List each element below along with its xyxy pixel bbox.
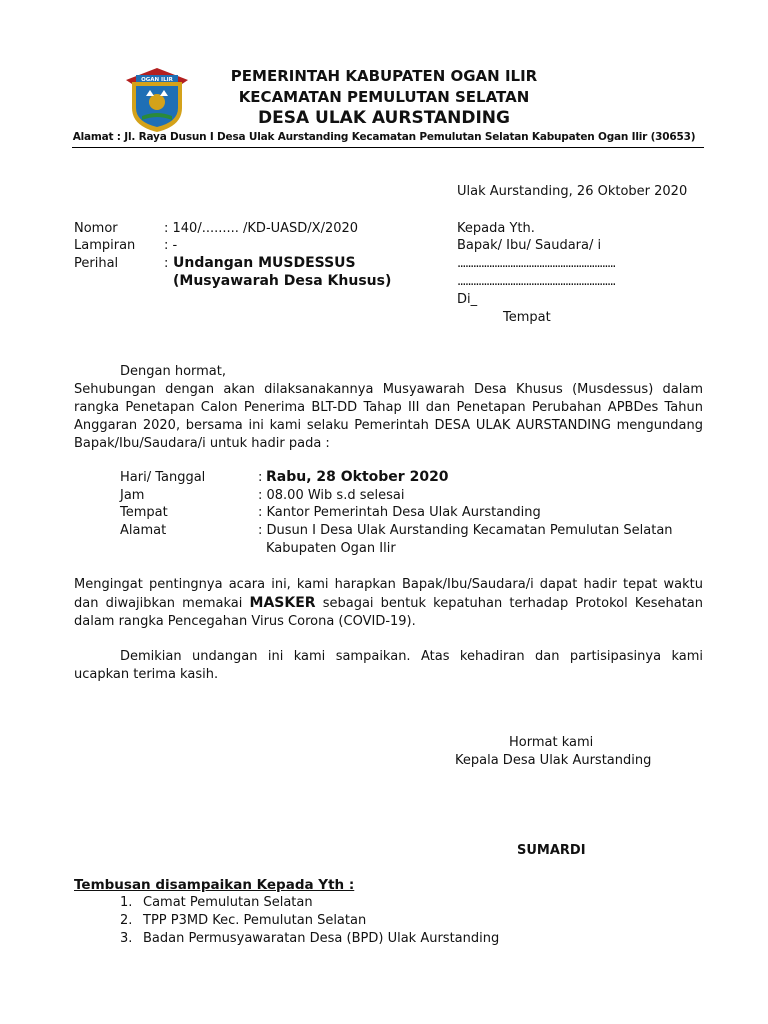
header-government: PEMERINTAH KABUPATEN OGAN ILIR <box>230 67 538 85</box>
nomor-label: Nomor <box>74 221 118 236</box>
perihal-colon: : <box>164 256 169 271</box>
detail-address-value-cont: Kabupaten Ogan Ilir <box>266 541 396 556</box>
perihal-label: Perihal <box>74 256 119 271</box>
detail-day-label: Hari/ Tanggal <box>120 470 206 485</box>
detail-place-value: : Kantor Pemerintah Desa Ulak Aurstanding <box>258 505 541 520</box>
paragraph-intro-text: Sehubungan dengan akan dilaksanakannya Musyawarah Desa Khusus (Musdessus) dalam rangka Penetapan Calon Penerima BLT-DD Tahap III dan Penetapan Perubahan APBDes Tahun Anggaran 2020, bersama ini kami selaku Pemerintah DESA ULAK AURSTANDING mengundang Bapak/Ibu/Saudara/i untuk hadir pada : <box>74 382 703 451</box>
signature-name: SUMARDI <box>517 843 586 858</box>
signature-closing: Hormat kami <box>509 735 594 750</box>
recipient-to: Kepada Yth. <box>457 221 535 236</box>
cc-item-num: 3. <box>120 931 133 946</box>
detail-time-label: Jam <box>120 488 145 503</box>
letter-date: Ulak Aurstanding, 26 Oktober 2020 <box>457 184 688 199</box>
paragraph-mask-text-a: Mengingat pentingnya acara ini, kami harapkan Bapak/Ibu/Saudara/i dapat hadir tepat waktu dan diwajibkan memakai <box>74 577 703 611</box>
cc-item: TPP P3MD Kec. Pemulutan Selatan <box>143 913 367 928</box>
logo-banner-text: OGAN ILIR <box>141 77 173 83</box>
mask-emphasis: MASKER <box>249 595 316 611</box>
recipient-salutation: Bapak/ Ibu/ Saudara/ i <box>457 238 602 253</box>
detail-day-value: Rabu, 28 Oktober 2020 <box>266 469 449 485</box>
cc-item: Badan Permusyawaratan Desa (BPD) Ulak Aurstanding <box>143 931 500 946</box>
lampiran-value: : - <box>164 238 178 253</box>
signature-title: Kepala Desa Ulak Aurstanding <box>455 753 652 768</box>
paragraph-mask-text-b: sebagai bentuk kepatuhan terhadap Protokol Kesehatan dalam rangka Pencegahan Virus Corona (COVID-19). <box>74 596 704 629</box>
detail-place-label: Tempat <box>120 505 168 520</box>
recipient-di: Di_ <box>457 292 478 307</box>
paragraph-mask <box>74 576 703 631</box>
cc-item-num: 2. <box>120 913 133 928</box>
cc-title: Tembusan disampaikan Kepada Yth : <box>74 877 355 893</box>
header-divider <box>72 147 704 148</box>
perihal-subject-detail: (Musyawarah Desa Khusus) <box>173 273 392 289</box>
recipient-blank-2: ............................................................ <box>457 274 615 289</box>
detail-address-label: Alamat <box>120 523 167 538</box>
cc-item: Camat Pemulutan Selatan <box>143 895 313 910</box>
perihal-subject: Undangan MUSDESSUS <box>173 255 356 271</box>
lampiran-label: Lampiran <box>74 238 136 253</box>
paragraph-intro <box>74 381 703 453</box>
nomor-value: : 140/......... /KD-UASD/X/2020 <box>164 221 359 236</box>
header-district: KECAMATAN PEMULUTAN SELATAN <box>238 88 530 106</box>
detail-day-colon: : <box>258 470 263 485</box>
greeting: Dengan hormat, <box>120 364 227 379</box>
detail-time-value: : 08.00 Wib s.d selesai <box>258 488 405 503</box>
recipient-blank-1: ............................................................ <box>457 256 615 271</box>
recipient-place: Tempat <box>503 310 551 325</box>
paragraph-closing-text: Demikian undangan ini kami sampaikan. Atas kehadiran dan partisipasinya kami ucapkan terima kasih. <box>74 649 703 682</box>
header-address: Alamat : Jl. Raya Dusun I Desa Ulak Aurstanding Kecamatan Pemulutan Selatan Kabupaten Ogan Ilir (30653) <box>72 131 696 143</box>
detail-address-value: : Dusun I Desa Ulak Aurstanding Kecamatan Pemulutan Selatan <box>258 523 673 538</box>
cc-item-num: 1. <box>120 895 133 910</box>
header-village: DESA ULAK AURSTANDING <box>258 108 510 128</box>
paragraph-closing <box>74 648 703 684</box>
